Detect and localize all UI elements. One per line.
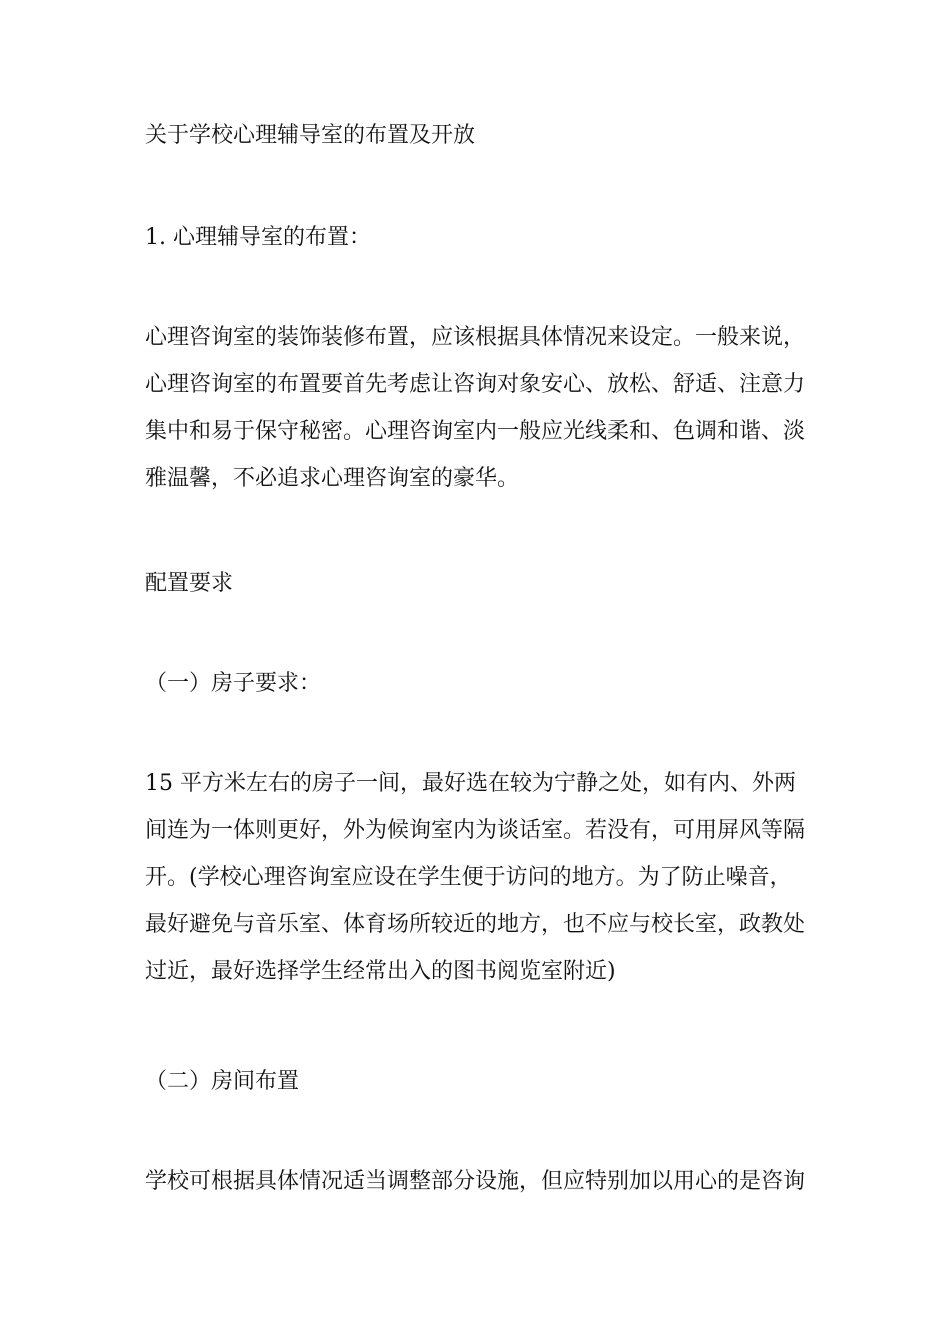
paragraph-line: 集中和易于保守秘密。心理咨询室内一般应光线柔和、色调和谐、淡 [145,419,806,444]
paragraph-line: 雅温馨，不必追求心理咨询室的豪华。 [145,466,520,491]
paragraph-line: 15 平方米左右的房子一间，最好选在较为宁静之处，如有内、外两 [145,771,796,796]
paragraph-line: 心理咨询室的布置要首先考虑让咨询对象安心、放松、舒适、注意力 [145,372,806,397]
paragraph-line: 心理咨询室的装饰装修布置，应该根据具体情况来设定。一般来说， [145,325,806,350]
sub-heading-1: （一）房子要求： [145,671,322,696]
document-title: 关于学校心理辅导室的布置及开放 [145,123,476,148]
sub-heading-2: （二）房间布置 [145,1069,300,1094]
paragraph-line: 开。(学校心理咨询室应设在学生便于访问的地方。为了防止噪音， [145,865,792,890]
config-heading: 配置要求 [145,571,234,596]
paragraph-line: 最好避免与音乐室、体育场所较近的地方，也不应与校长室，政教处 [145,912,806,937]
paragraph-line: 间连为一体则更好，外为候询室内为谈话室。若没有，可用屏风等隔 [145,818,806,843]
paragraph-3 [145,1158,810,1205]
paragraph-1 [145,314,810,502]
paragraph-line: 学校可根据具体情况适当调整部分设施，但应特别加以用心的是咨询 [145,1169,806,1194]
section-heading-1: 1. 心理辅导室的布置： [145,225,371,250]
paragraph-line: 过近，最好选择学生经常出入的图书阅览室附近) [145,959,616,984]
paragraph-2 [145,760,810,995]
